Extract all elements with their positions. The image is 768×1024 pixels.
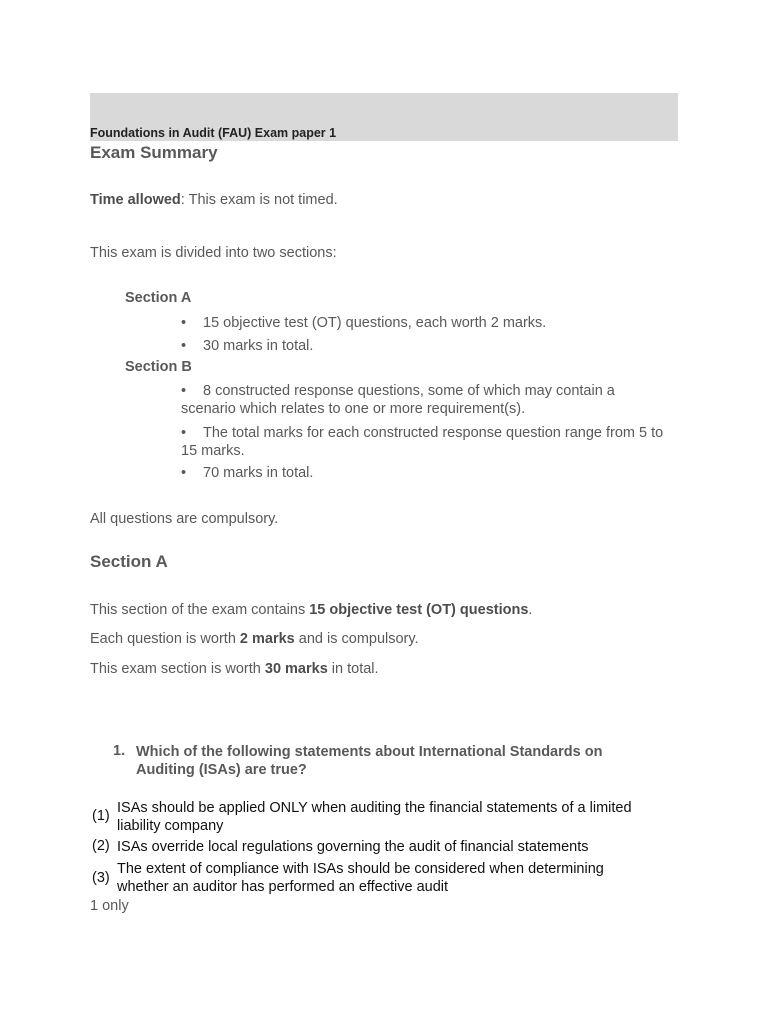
bullet-glyph: • bbox=[181, 315, 187, 331]
statement-number: (3) bbox=[92, 870, 110, 886]
divided-text: This exam is divided into two sections: bbox=[90, 245, 337, 261]
bullet-glyph: • bbox=[181, 465, 187, 481]
compulsory-text: All questions are compulsory. bbox=[90, 511, 279, 527]
section-b-bullet: • The total marks for each constructed response question range from 5 to 15 marks. bbox=[181, 425, 664, 459]
section-b-bullet: • 70 marks in total. bbox=[181, 465, 314, 481]
section-a-info-line: This section of the exam contains 15 objective test (OT) questions. bbox=[90, 602, 533, 618]
bullet-glyph: • bbox=[181, 425, 187, 441]
statement-text: ISAs override local regulations governing the audit of financial statements bbox=[117, 839, 589, 855]
section-a-bullet: • 30 marks in total. bbox=[181, 338, 314, 354]
section-a-bullet: • 15 objective test (OT) questions, each worth 2 marks. bbox=[181, 315, 547, 331]
section-b-label: Section B bbox=[125, 359, 192, 375]
bullet-glyph: • bbox=[181, 338, 187, 354]
question-text: Which of the following statements about International Standards on Auditing (ISAs) are true? bbox=[136, 744, 603, 778]
question-number: 1. bbox=[113, 743, 126, 759]
time-allowed-line bbox=[90, 192, 338, 208]
statement-number: (2) bbox=[92, 838, 110, 854]
answer-option[interactable]: 1 only bbox=[90, 898, 129, 914]
time-allowed-text: : This exam is not timed. bbox=[180, 192, 338, 208]
section-a-heading: Section A bbox=[90, 552, 168, 571]
section-a-info-line: This exam section is worth 30 marks in total. bbox=[90, 661, 379, 677]
statement-number: (1) bbox=[92, 808, 110, 824]
exam-summary-heading: Exam Summary bbox=[90, 143, 218, 162]
section-a-info-line: Each question is worth 2 marks and is compulsory. bbox=[90, 631, 419, 647]
statement-text: The extent of compliance with ISAs should be considered when determining whether an auditor has performed an effective audit bbox=[117, 861, 604, 895]
document-title: Foundations in Audit (FAU) Exam paper 1 bbox=[90, 126, 337, 140]
section-a-label: Section A bbox=[125, 290, 192, 306]
bullet-glyph: • bbox=[181, 383, 187, 399]
section-b-bullet: • 8 constructed response questions, some of which may contain a scenario which relates to one or more requirement(s). bbox=[181, 383, 615, 417]
statement-text: ISAs should be applied ONLY when auditing the financial statements of a limited liability company bbox=[117, 800, 632, 834]
time-allowed-label: Time allowed bbox=[90, 192, 181, 208]
